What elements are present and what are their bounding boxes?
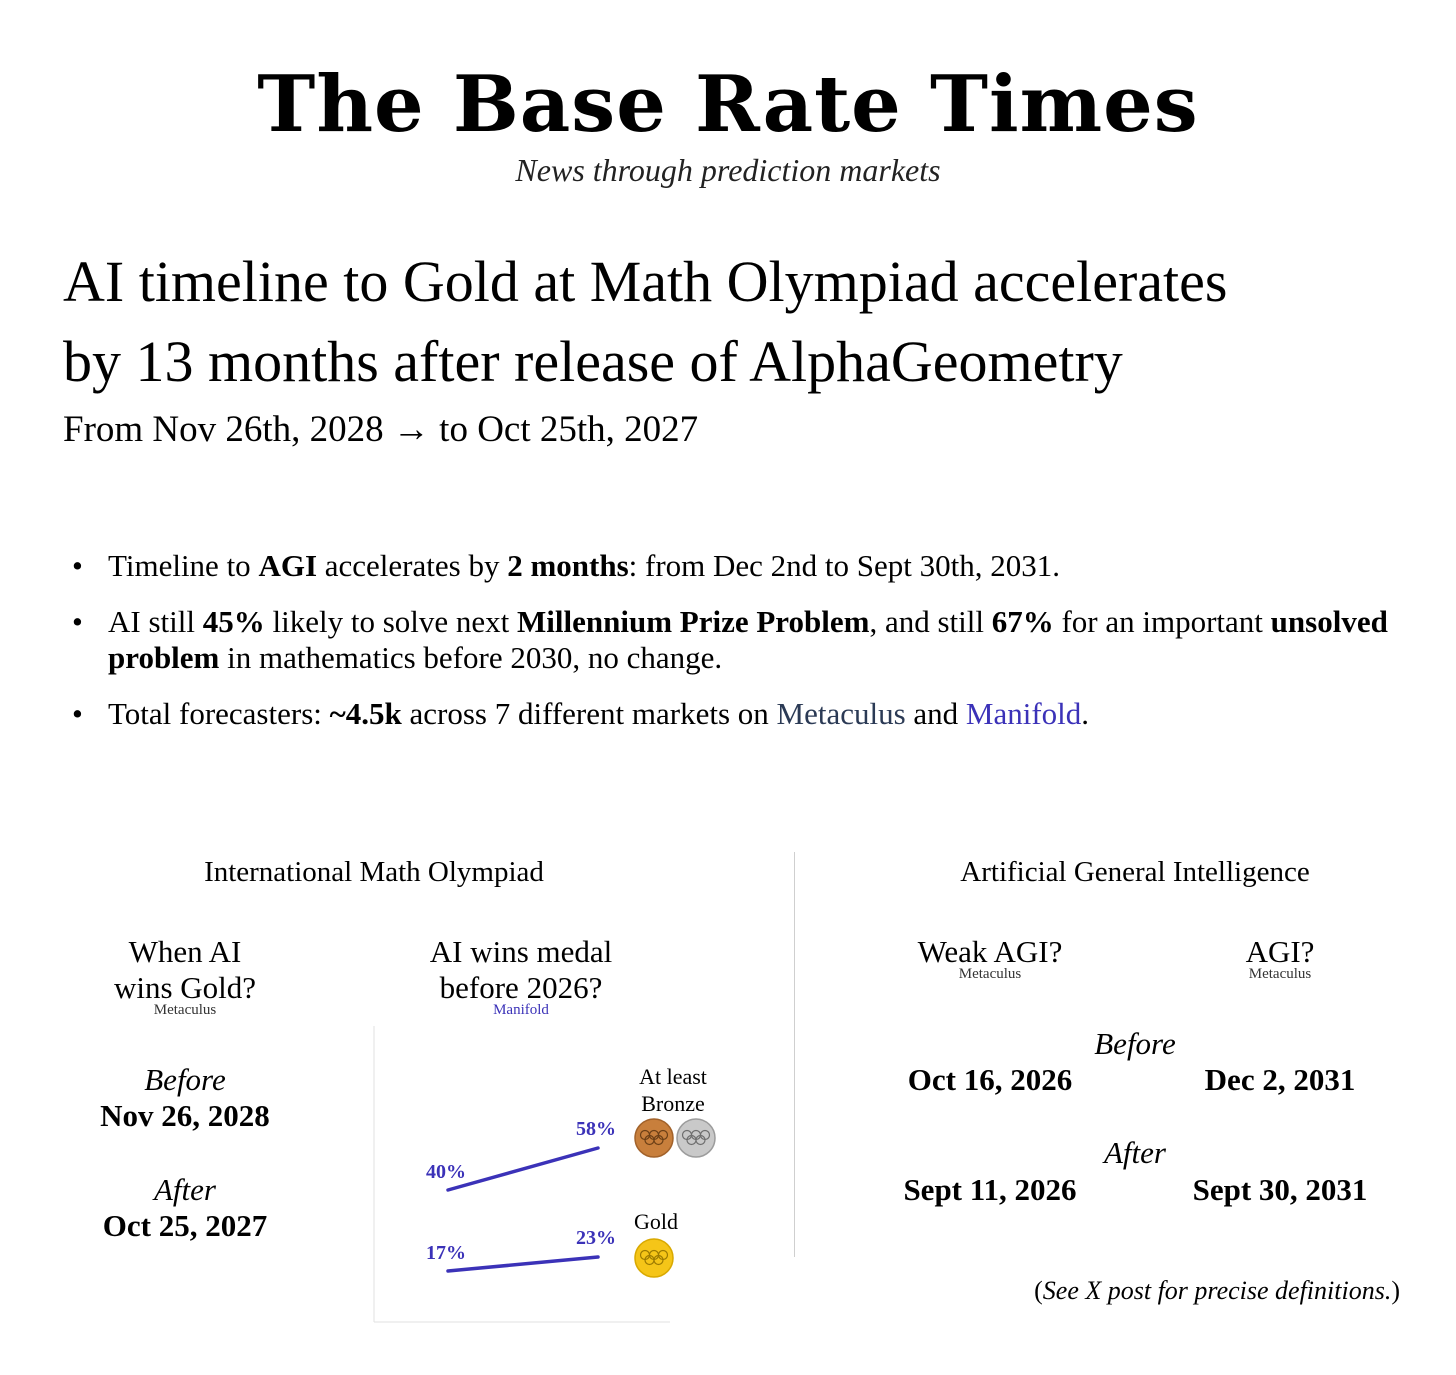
bullet-text: . [1081,696,1090,731]
weak-agi-before-date: Oct 16, 2026 [907,1062,1073,1097]
bullet-text: Timeline to [108,548,259,583]
imo-gold-question-line-1: When AI [128,934,242,969]
footnote-text: See X post for precise definitions. [1042,1276,1392,1305]
imo-gold-panel [50,934,320,1019]
agi-panel [1180,934,1380,983]
weak-agi-question: Weak AGI? [917,934,1063,969]
imo-gold-before-date: Nov 26, 2028 [100,1098,270,1133]
imo-gold-source: Metaculus [153,1002,217,1018]
agi-before-label: Before [1094,1026,1176,1061]
bullet-text: Total forecasters: [108,696,330,731]
bullet-text: likely to solve next [264,604,518,639]
agi-before-date: Dec 2, 2031 [1204,1062,1356,1097]
agi-after-date: Sept 30, 2031 [1192,1172,1368,1207]
bullet-strong: AGI [258,548,318,583]
bullet-strong: ~4.5k [329,696,402,731]
footnote-close-paren: ) [1391,1276,1400,1305]
bullet-text: and [905,696,966,731]
imo-section-title: International Math Olympiad [204,856,544,888]
bullet-strong: 67% [991,604,1054,639]
silver-medal-icon [677,1119,715,1157]
agi-question: AGI? [1245,934,1315,969]
imo-gold-question-line-2: wins Gold? [113,970,257,1005]
bullet-strong: 45% [202,604,265,639]
manifold-link[interactable]: Manifold [965,696,1082,731]
bronze-after-label: 58% [576,1118,616,1140]
bullet-strong: 2 months [507,548,629,583]
bullet-text: , and still [869,604,992,639]
bronze-medal-icon [635,1119,673,1157]
bullet-strong: unsolved problem [108,604,1388,675]
legend-bronze-line-1: At least [639,1064,707,1089]
bullet-strong: Millennium Prize Problem [517,604,870,639]
chart-marks [426,1118,616,1271]
agi-after-label: After [1104,1135,1166,1170]
imo-gold-after-date: Oct 25, 2027 [102,1208,268,1243]
metaculus-link[interactable]: Metaculus [776,696,906,731]
medal-probability-chart [360,1020,740,1330]
summary-bullets [72,548,1392,752]
legend-gold: Gold [634,1209,678,1234]
imo-medal-source: Manifold [493,1002,549,1018]
agi-section-title: Artificial General Intelligence [960,856,1310,888]
legend-bronze-line-2: Bronze [641,1091,705,1116]
section-divider [794,852,795,1257]
imo-medal-question-line-2: before 2026? [439,970,603,1005]
weak-agi-after-date: Sept 11, 2026 [903,1172,1077,1207]
bullet-text: in mathematics before 2030, no change. [219,640,723,675]
imo-gold-after-label: After [154,1172,216,1207]
footnote [940,1276,1400,1306]
bullet-forecasters [72,696,1392,732]
masthead-logo: The Base Rate Times [257,59,1199,150]
bullet-text: accelerates by [317,548,508,583]
bronze-series-line [448,1148,598,1190]
bullet-text: across 7 different markets on [401,696,777,731]
imo-medal-panel [386,934,656,1019]
footnote-open-paren: ( [1034,1276,1043,1305]
imo-gold-before-label: Before [144,1062,226,1097]
bullet-math-problems [72,604,1392,676]
headline-line-1: AI timeline to Gold at Math Olympiad accelerates [63,249,1228,314]
bullet-text: : from Dec 2nd to Sept 30th, 2031. [628,548,1061,583]
tagline: News through prediction markets [515,152,941,188]
subheadline: From Nov 26th, 2028 → to Oct 25th, 2027 [63,409,699,450]
agi-source: Metaculus [1248,966,1312,982]
imo-medal-question-line-1: AI wins medal [429,934,613,969]
bronze-before-label: 40% [426,1161,466,1183]
bullet-text: for an important [1053,604,1271,639]
weak-agi-panel [870,934,1110,983]
bullet-agi-timeline [72,548,1392,584]
weak-agi-source: Metaculus [958,966,1022,982]
gold-before-label: 17% [426,1242,466,1264]
headline-line-2: by 13 months after release of AlphaGeometry [63,329,1123,394]
gold-medal-icon [635,1239,673,1277]
headline [63,242,1423,402]
bullet-text: AI still [108,604,203,639]
gold-series-line [448,1257,598,1271]
gold-after-label: 23% [576,1227,616,1249]
